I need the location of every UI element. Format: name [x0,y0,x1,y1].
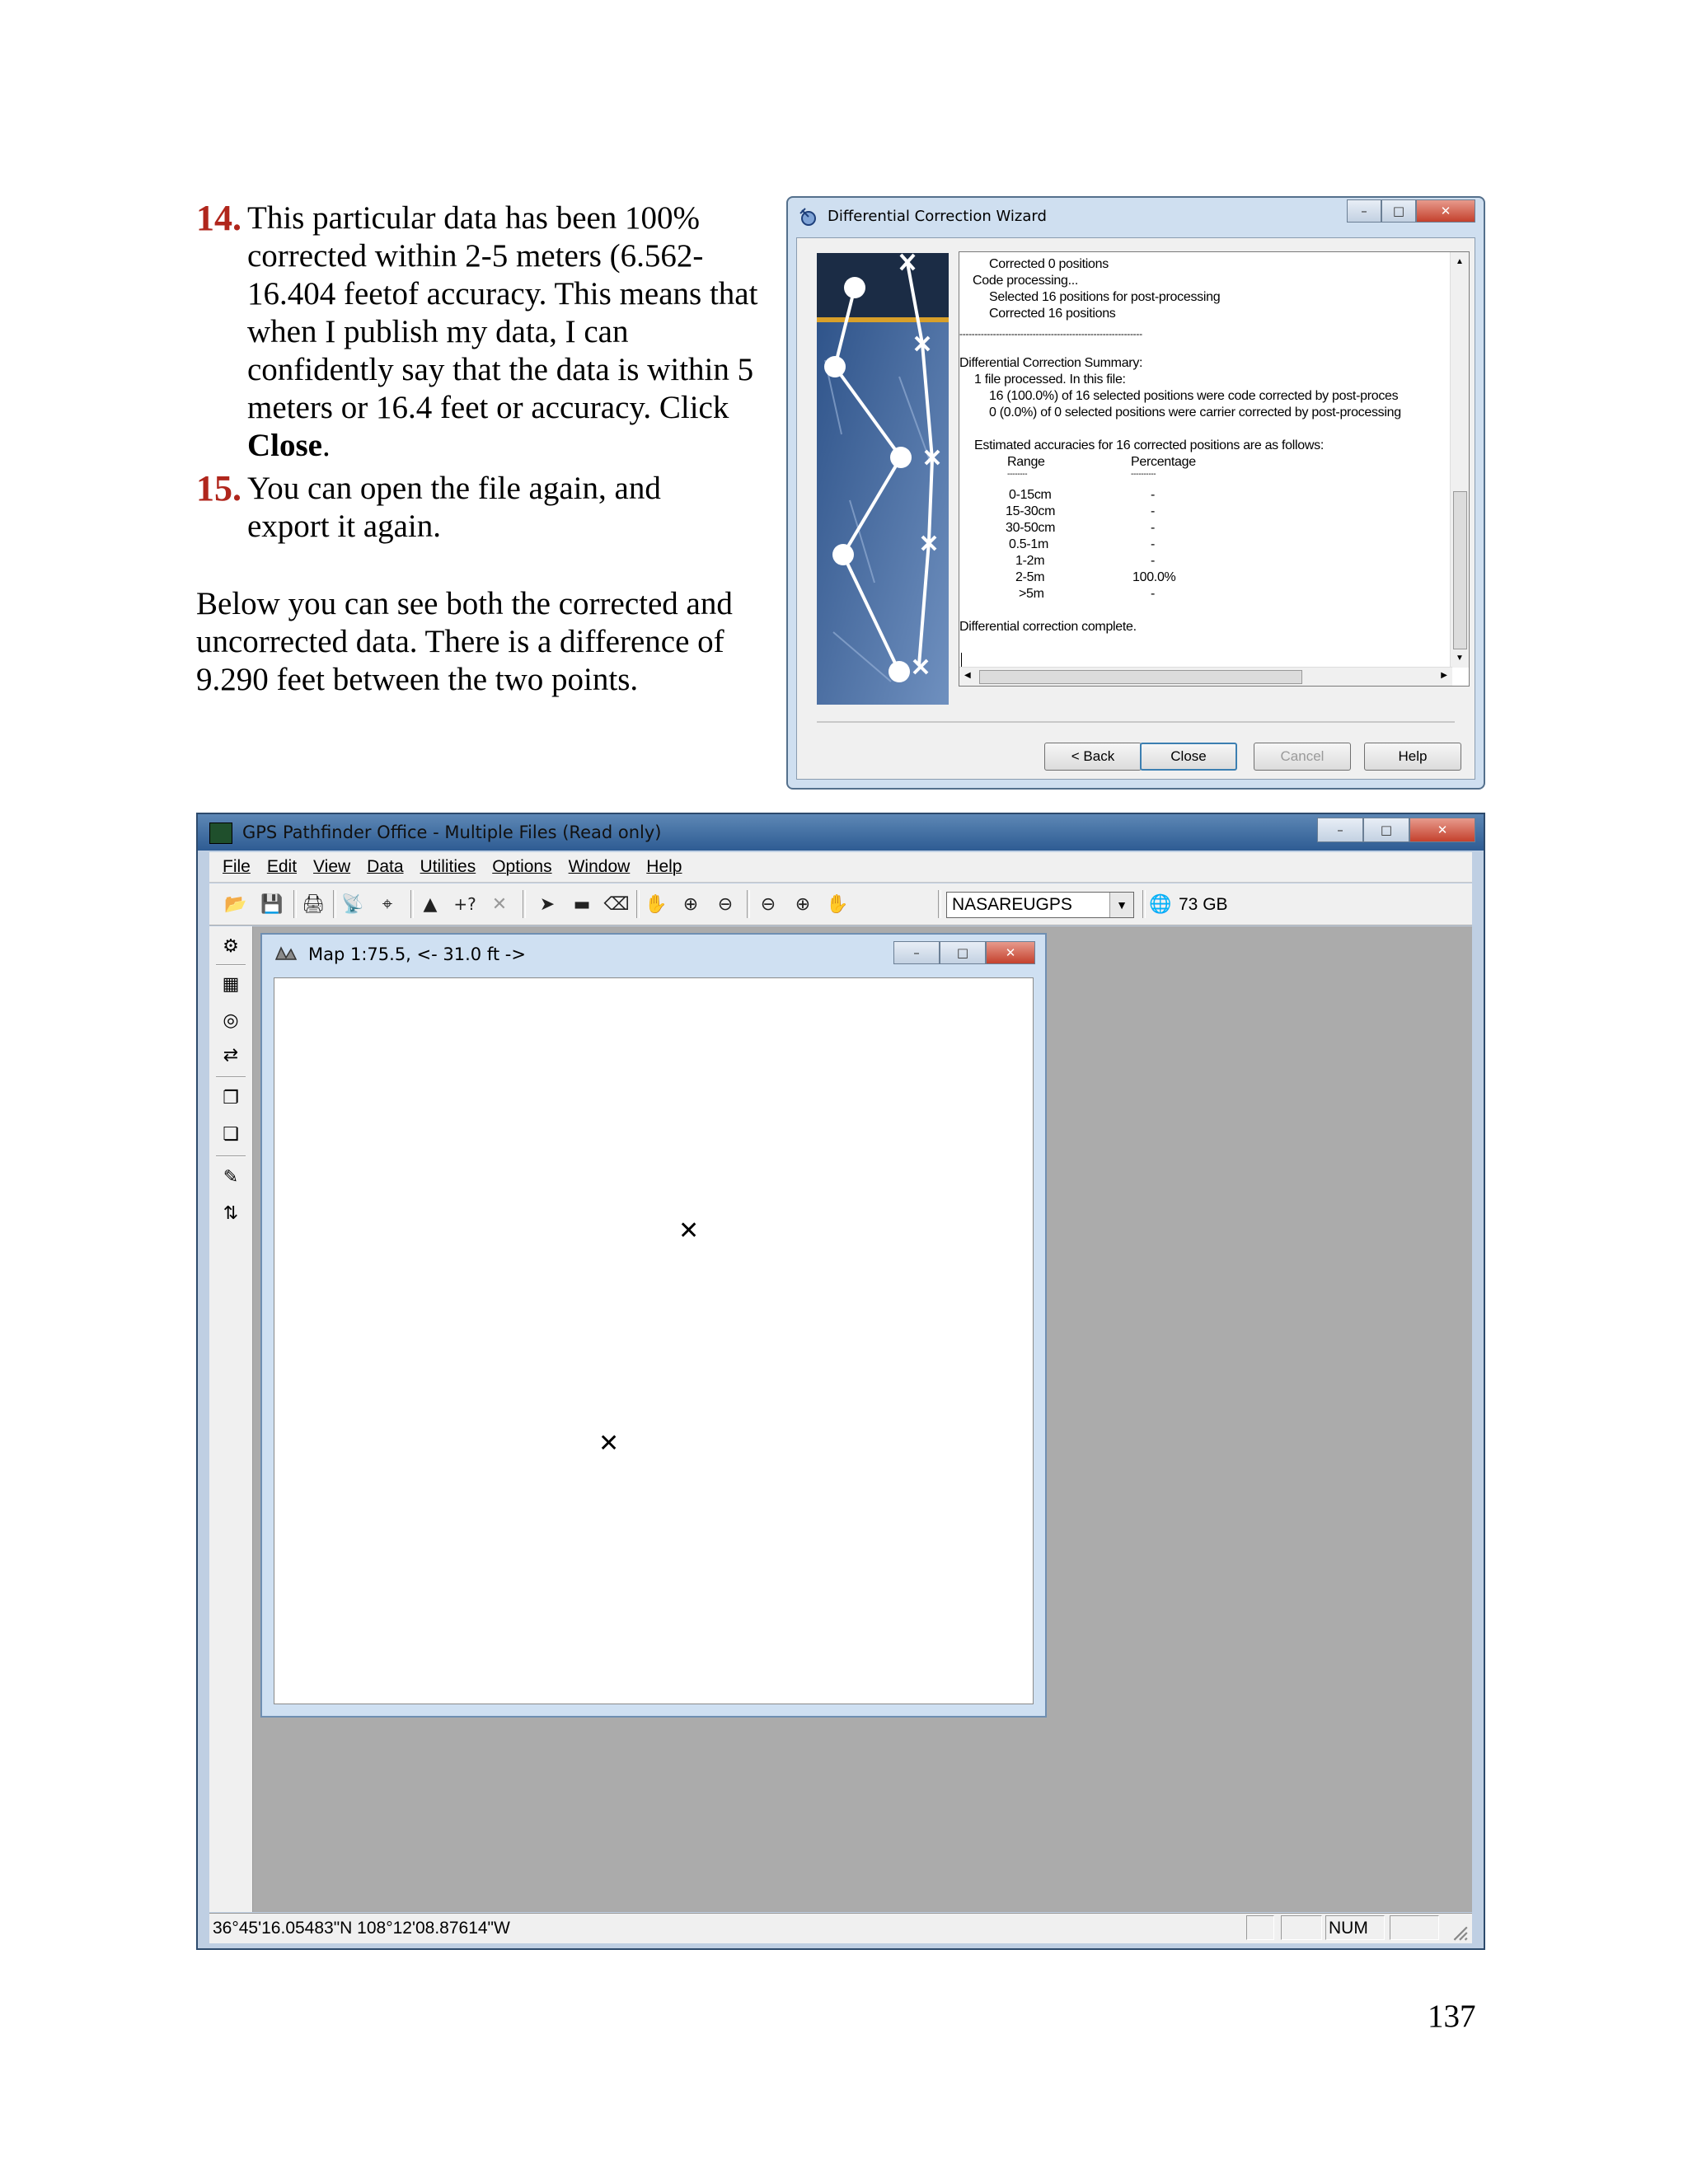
chevron-down-icon[interactable]: ▼ [1109,893,1133,917]
menu-utilities[interactable]: Utilities [420,857,476,876]
wizard-title-bar [788,198,1484,237]
pan-map-icon[interactable]: ✋ [826,893,849,915]
log-line: Differential Correction Summary: [959,356,1143,370]
feature-properties-icon[interactable]: ▲ [423,893,438,915]
step-14-bold: Close [247,428,322,463]
accuracy-range-header: Range [1007,455,1045,469]
maximize-button[interactable] [1381,199,1416,223]
toolbar-separator [410,890,414,918]
close-window-button[interactable] [1416,199,1475,223]
toolbar-separator [747,890,750,918]
accuracy-range: 0-15cm [1009,488,1052,502]
toolbar-separator [1142,890,1146,918]
menu-bar [209,852,1472,883]
gps-title: GPS Pathfinder Office - Multiple Files (Read only) [242,823,662,842]
scroll-thumb[interactable] [979,670,1302,684]
close-icon: ✕ [1440,204,1451,218]
scroll-down-icon: ▼ [1456,654,1464,663]
toolbar [209,883,1472,926]
step-15-number: 15. [196,468,241,509]
workspace [209,926,1472,1912]
step-14-text: This particular data has been 100% corrected within 2-5 meters (6.562-16.404 feetof accuracy. This means that when I publish my data, I can confidently say that the data is within 5 meters or 16.4 feet or accuracy. Click [247,200,758,425]
gps-title-bar [198,814,1484,851]
menu-data[interactable]: Data [367,857,404,876]
accuracy-percentage-header: Percentage [1131,455,1196,469]
corrected-point-marker[interactable]: ✕ [678,1216,700,1245]
accuracy-range: 30-50cm [1006,521,1056,535]
menu-file[interactable]: File [223,857,251,876]
log-line: Corrected 16 positions [989,307,1116,321]
status-coordinates: 36°45'16.05483"N 108°12'08.87614"W [213,1919,510,1938]
transfer-icon[interactable]: ⇄ [223,1044,239,1066]
status-num: NUM [1329,1919,1368,1938]
maximize-icon: □ [956,945,969,960]
close-icon: ✕ [1437,823,1448,837]
map-icon [274,943,298,964]
file-list-icon[interactable]: ❐ [223,1087,239,1108]
minimize-button[interactable] [1317,818,1363,842]
step-14-tail: . [322,428,331,463]
toolbar-separator [216,1076,246,1078]
zoom-in-icon[interactable]: ⊕ [682,893,699,915]
accuracy-range-rule: -------- [1007,470,1028,479]
measure-ruler-icon[interactable]: ▬ [573,893,591,915]
maximize-icon: □ [1392,204,1405,218]
zoom-extents-icon[interactable]: ⊖ [760,893,776,915]
close-window-button[interactable] [986,941,1035,964]
eraser-icon[interactable]: ⌫ [603,893,630,915]
minimize-button[interactable] [1347,199,1381,223]
close-window-button[interactable] [1409,818,1475,842]
log-separator: ------------------------------------------------------------ [959,328,1142,340]
project-icon[interactable]: ⚙ [223,935,239,957]
accuracy-pct: - [1151,537,1156,551]
accuracy-range: 15-30cm [1006,504,1056,518]
maximize-button[interactable] [1363,818,1409,842]
close-button[interactable]: Close [1140,743,1237,771]
menu-help[interactable]: Help [646,857,682,876]
log-line: Selected 16 positions for post-processing [989,290,1221,304]
uncorrected-point-marker[interactable]: ✕ [598,1429,620,1458]
scroll-up-icon: ▲ [1456,257,1464,266]
toolbar-separator [216,1155,246,1157]
coordinate-icon[interactable]: ⌖ [382,893,393,915]
gps-window-controls [1317,818,1475,842]
open-folder-icon[interactable]: 📂 [224,893,247,915]
map-window-controls [893,941,1035,966]
add-point-icon[interactable]: +? [453,894,476,914]
status-cell [1246,1915,1274,1940]
gps-pathfinder-window [196,813,1485,1950]
menu-window[interactable]: Window [568,857,631,876]
accuracy-range: 1-2m [1015,554,1045,568]
toolbar-separator [523,890,526,918]
map-title-bar [262,935,1045,972]
minimize-icon: – [1361,204,1367,218]
left-toolbar [209,926,253,1912]
wizard-divider [817,721,1455,723]
toolbar-separator [938,890,941,918]
accuracy-range: 0.5-1m [1009,537,1048,551]
step-15-text: You can open the file again, and export it again. [247,471,661,544]
minimize-button[interactable] [893,941,940,964]
log-line: Estimated accuracies for 16 corrected positions are as follows: [974,438,1324,452]
page-number: 137 [1428,1999,1476,2034]
map-canvas[interactable] [274,977,1034,1704]
toolbar-separator [293,890,297,918]
coordinate-system-select[interactable] [946,892,1134,918]
accuracy-pct: - [1151,587,1156,601]
combine-files-icon[interactable]: ❏ [223,1123,239,1145]
accuracy-pct: - [1151,521,1156,535]
accuracy-pct: - [1151,488,1156,502]
horizontal-scrollbar[interactable] [959,667,1452,686]
menu-view[interactable]: View [313,857,351,876]
coordinate-system-value: NASAREUGPS [952,895,1072,914]
help-button[interactable]: Help [1364,743,1461,771]
step-15 [196,470,724,546]
zoom-out-icon[interactable]: ⊖ [717,893,734,915]
log-line: Differential correction complete. [959,620,1137,634]
accuracy-pct-rule: ---------- [1131,470,1156,479]
vertical-scrollbar[interactable] [1450,252,1469,668]
scroll-left-icon: ◀ [964,671,971,680]
menu-edit[interactable]: Edit [266,857,298,876]
pan-hand-icon[interactable]: ✋ [645,893,668,915]
status-cell [1281,1915,1322,1940]
accuracy-range: >5m [1019,587,1044,601]
disk-space: 73 GB [1179,895,1228,914]
back-button[interactable]: < Back [1044,743,1142,771]
minimize-icon: – [1337,823,1343,837]
scroll-thumb[interactable] [1453,491,1467,649]
step-14-body [247,199,773,465]
toolbar-separator [333,890,336,918]
differential-correction-wizard [786,196,1485,790]
accuracy-pct: - [1151,504,1156,518]
minimize-icon: – [913,945,920,960]
scroll-right-icon: ▶ [1441,671,1447,680]
print-icon[interactable]: 🖨 [302,893,325,915]
satellite-icon[interactable]: 📡 [341,893,364,915]
map-title: Map 1:75.5, <- 31.0 ft -> [308,944,526,964]
cancel-button[interactable]: Cancel [1254,743,1351,771]
target-icon[interactable]: ◎ [223,1010,239,1031]
satellite-icon [798,206,819,227]
close-icon: ✕ [1005,945,1016,960]
globe-icon[interactable]: 🌐 [1149,893,1172,915]
zoom-previous-icon[interactable]: ⊕ [795,893,811,915]
data-dictionary-icon[interactable]: ▦ [222,973,240,995]
toolbar-separator [636,890,640,918]
save-icon[interactable]: 💾 [260,893,284,915]
accuracy-range: 2-5m [1015,570,1045,584]
log-line: 16 (100.0%) of 16 selected positions were code corrected by post-proces [989,389,1399,403]
wizard-window-controls [1347,199,1475,224]
maximize-icon: □ [1380,823,1393,837]
step-14-number: 14. [196,198,241,238]
accuracy-pct: 100.0% [1132,570,1176,584]
maximize-button[interactable] [940,941,986,964]
wizard-title: Differential Correction Wizard [828,208,1047,225]
select-arrow-icon[interactable]: ➤ [539,893,556,915]
delete-feature-icon[interactable]: ✕ [491,893,508,915]
correction-log[interactable] [959,251,1470,687]
log-line: Code processing... [973,274,1079,288]
comparison-paragraph: Below you can see both the corrected and uncorrected data. There is a difference of 9.290 feet between the two points. [196,586,733,697]
export-icon[interactable]: ✎ [223,1166,239,1188]
status-bar [209,1913,1472,1943]
gps-track-illustration-icon [817,253,949,705]
import-icon[interactable]: ⇅ [223,1202,239,1224]
app-icon [209,823,232,844]
status-cell [1390,1915,1439,1940]
toolbar-separator [216,964,246,966]
resize-grip-icon[interactable] [1451,1924,1469,1942]
log-line: 0 (0.0%) of 0 selected positions were carrier corrected by post-processing [989,405,1401,419]
wizard-body [796,237,1475,780]
map-window [260,933,1047,1718]
menu-options[interactable]: Options [492,857,552,876]
accuracy-pct: - [1151,554,1156,568]
step-14 [196,199,773,465]
log-line: 1 file processed. In this file: [974,373,1126,387]
log-line: Corrected 0 positions [989,257,1109,271]
